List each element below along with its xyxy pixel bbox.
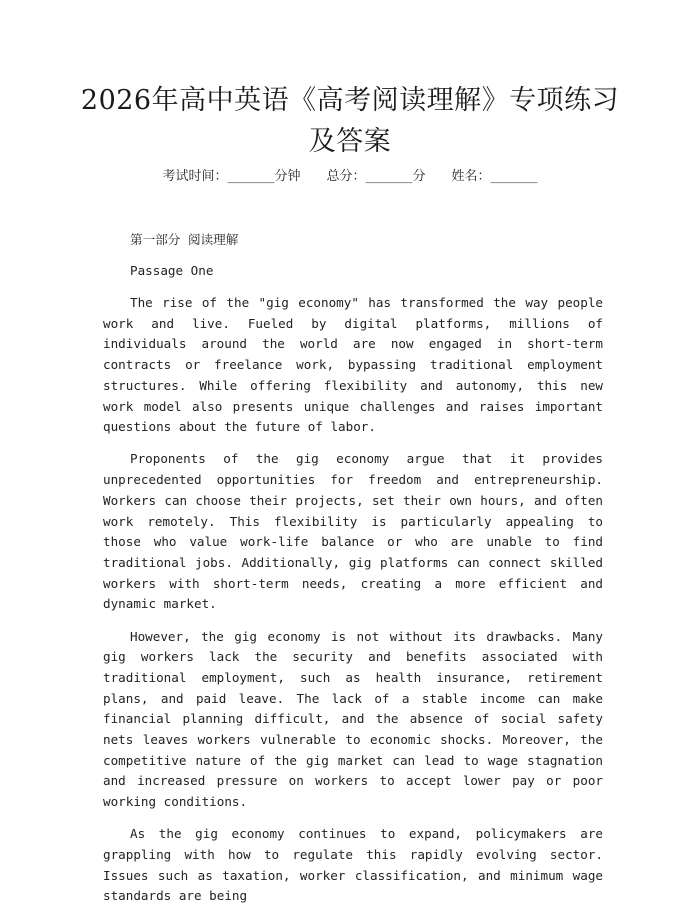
passage-paragraph-3: However, the gig economy is not without its drawbacks. Many gig workers lack the security and benefits associated with traditional employment, such as health insurance, retirement plans, and paid leave. The lack of a stable income can make financial planning difficult, and the absence of social safety nets leaves workers vulnerable to economic shocks. Moreover, the competitive nature of the gig market can lead to wage stagnation and increased pressure on workers to accept lower pay or poor working conditions. [103,628,603,810]
total-score-blank: ______ [365,169,413,184]
passage-paragraph-2: Proponents of the gig economy argue that it provides unprecedented opportunities for freedom and entrepreneurship. Workers can choose their projects, set their own hours, and often work remotely. This flexibility is particularly appealing to those who value work-life balance or who are unable to find traditional jobs. Additionally, gig platforms can connect skilled workers with short-term needs, creating a more efficient and dynamic market. [103,451,603,612]
student-name-blank: ______ [490,169,538,184]
section-heading [103,230,603,251]
passage-paragraph-1: The rise of the "gig economy" has transformed the way people work and live. Fueled by digital platforms, millions of individuals around the world are now engaged in short-term contracts or freelance work, bypassing traditional employment structures. While offering flexibility and autonomy, this new work model also presents unique challenges and raises important questions about the future of labor. [103,295,603,435]
exam-time-blank: ______ [227,169,275,184]
document-title [60,80,640,162]
exam-time-unit: 分钟 [274,169,301,184]
passage-heading [103,261,603,282]
passage-heading-text: Passage One [130,263,214,278]
passage-paragraph-4: As the gig economy continues to expand, policymakers are grappling with how to regulate this rapidly evolving sector. Issues such as taxation, worker classification, and minimum wage standards are being [103,826,603,904]
passage-body [103,293,603,907]
total-score-unit: 分 [412,169,426,184]
section-heading-text: 第一部分 阅读理解 [130,232,239,247]
exam-time-label: 考试时间： [162,169,228,184]
title-line-1: 2026年高中英语《高考阅读理解》专项练习 [80,85,620,116]
title-line-2: 及答案 [308,126,392,157]
total-score-label: 总分： [326,169,366,184]
exam-info-line [0,167,700,187]
student-name-label: 姓名： [451,169,491,184]
